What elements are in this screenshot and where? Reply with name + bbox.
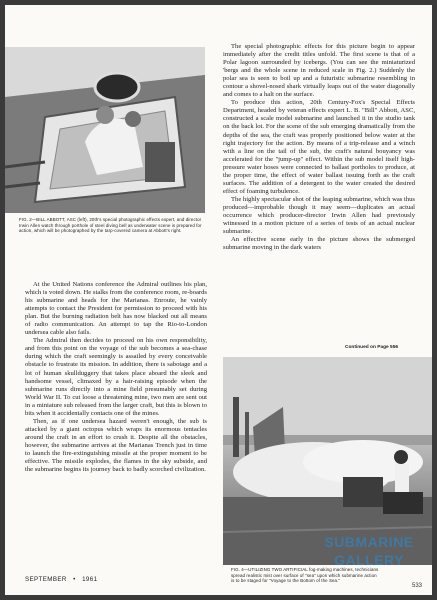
paragraph: The Admiral then decides to proceed on his own responsibility, and from this point on the voyage of the sub becomes a sea-chase during which the craft seemingly is assailed by every conceivable obstacle to frustrate its mission. In addition, there is sabotage and a lot of human skullduggery that takes place aboard the sleek and handsome vessel, climaxed by a hair-raising episode when the submarine runs directly into a mine field presumably set during World War II. To cut loose a threatening mine, two men are sent out in a miniature sub released from the larger craft, but this is blown to bits when it accidentally contacts one of the mines. [25,337,207,417]
caption-fig4: FIG. 4—UTILIZING TWO ARTIFICIAL fog-making machines, technicians spread realistic mist over surface of "sea" upon which submarine action is to be staged for "Voyage to the Bottom of the Sea." [231,567,379,584]
footer-bullet: • [73,576,76,583]
continued-note: Continued on Page 556 [345,345,399,350]
page-footer [25,576,97,583]
page-number: 533 [411,583,422,589]
paragraph: The highly spectacular shot of the leaping submarine, which was thus produced—improbable though it may seem—duplicates an actual occurrence which producer-director Irwin Allen had previously witnessed in a motion picture of a series of tests of an actual nuclear submarine. [223,195,415,236]
paragraph: An effective scene early in the picture shows the submerged submarine moving in the dark waters [223,236,415,252]
caption-fig2: FIG. 2—BILL ABBOTT, ASC (left), 20th's special photographic effects expert, and director Irwin Allen watch through porthole of steel diving bell as underwater scene is prepared for action, which will be photographed by the tarp-covered camera at Abbott's right. [19,217,202,234]
watermark-line-1: SUBMARINE [324,534,414,550]
article-text-left-column [25,281,207,474]
paragraph: Then, as if one undersea hazard weren't enough, the sub is attacked by a giant octopus which wraps its enormous tentacles around the craft in an effort to crush it. Despite all the obstacles, however, the submarine arrives at the Marianas Trench just in time to launch the fire-extinguishing missile at the proper moment to be effective. The missile explodes, the flames in the sky subside, and the submarine begins its journey back to badly scorched civilization. [25,417,207,474]
diving-bell-illustration [5,47,205,213]
footer-month: SEPTEMBER [25,576,67,583]
footer-year: 1961 [82,576,98,583]
watermark-logo [321,533,417,583]
paragraph: The special photographic effects for this picture begin to appear immediately after the credit titles unfold. The first scene is that of a Polar lagoon surrounded by icebergs. (You can see the miniaturized 'bergs and the whole scene in reduced scale in Fig. 2.) Suddenly the polar sea is seen to boil up and a futuristic submarine resembling in contour a shovel-nosed shark virtually leaps out of the water diagonally and comes to a halt on the surface. [223,43,415,99]
paragraph: To produce this action, 20th Century-Fox's Special Effects Department, headed by veteran effects expert L. B. "Bill" Abbott, ASC, constructed a scale model submarine and launched it in the studio tank on the back lot. For the scene of the sub emerging dramatically from the depths of the sea, the craft was properly positioned below water at the right trajectory for the action. By means of a trip-release and a winch with a line on the tail of the sub, the craft's natural bouyancy was accelerated for the "jump-up" effect. Within the sub model itself high-pressure water hoses were connected to ballast portholes to produce, at the proper time, the effect of water ballast issuing forth as the craft surfaces. The addition of a detergent to the water created the desired effect of foaming turbulence. [223,99,415,195]
watermark-line-2: GALLERY [334,552,404,568]
paragraph: At the United Nations conference the Admiral outlines his plan, which is voted down. He stalks from the conference room, re-boards his submarine and heads for the Marianas. Enroute, he vainly attempts to contact the President for permission to proceed with his plan. But the burning radiation belt has now blacked out all means of radio communication. An attempt to tap the Rio-to-London undersea cable also fails. [25,281,207,337]
magazine-page [5,5,432,595]
article-text-right-column [223,43,415,252]
photo-diving-bell [5,47,205,213]
